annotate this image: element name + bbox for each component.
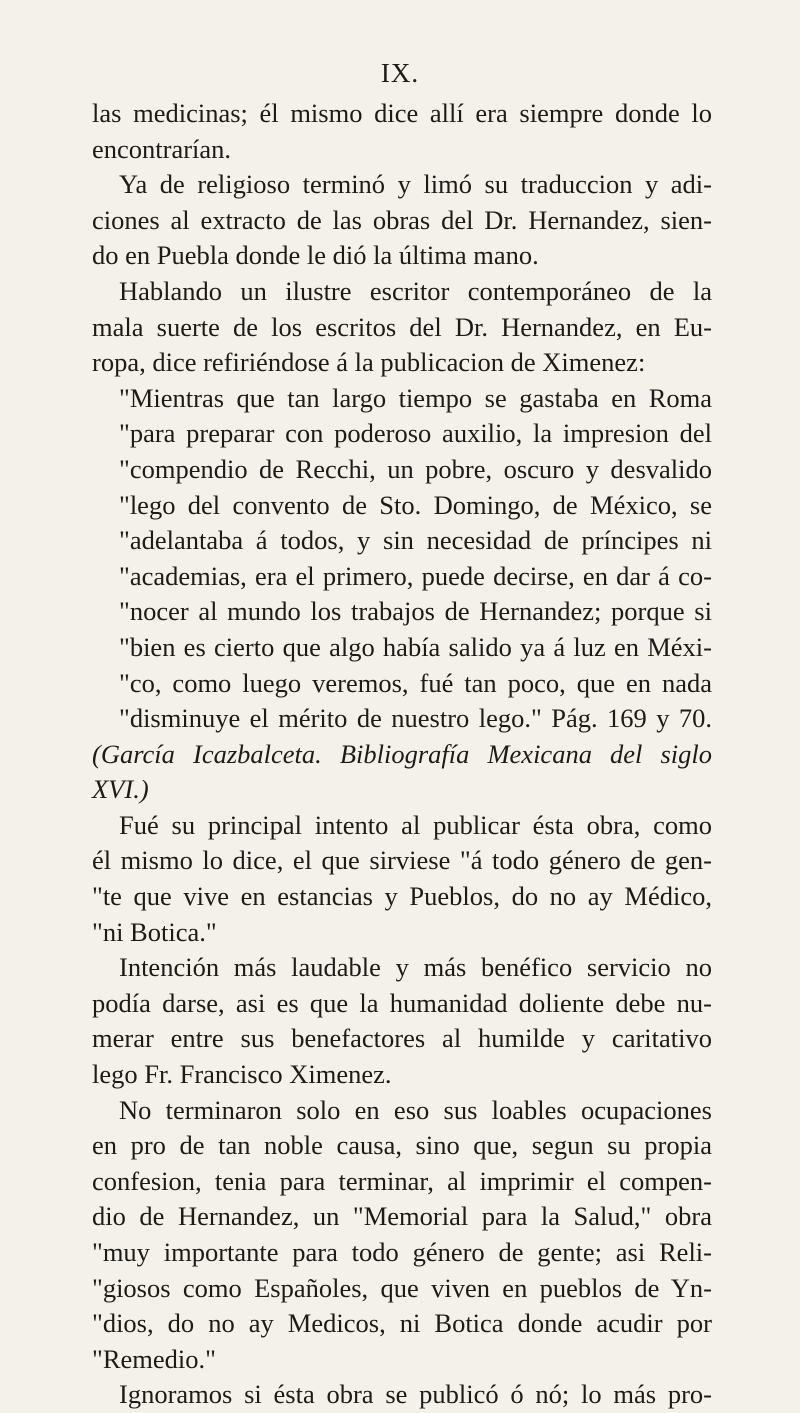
text-line: "giosos como Españoles, que viven en pueblos de Yn- [92,1272,712,1303]
text-line: Fué su principal intento al publicar ésta obra, como [119,809,712,840]
text-line: merar entre sus benefactores al humilde y caritativo [92,1023,712,1054]
body-text [92,96,712,1413]
text-line: las medicinas; él mismo dice allí era siempre donde lo [92,98,712,128]
text-line: "Remedio." [92,1343,216,1374]
page-number: IX. [380,58,420,88]
text-line: confesion, tenia para terminar, al imprimir el compen- [92,1165,712,1196]
text-line: "para preparar con poderoso auxilio, la impresion del [119,418,712,449]
text-line: dio de Hernandez, un "Memorial para la Salud," obra [92,1201,712,1232]
text-line: "dios, do no ay Medicos, ni Botica donde acudir por [92,1308,712,1339]
text-line: "ni Botica." [92,916,217,947]
text-line: No terminaron solo en eso sus loables ocupaciones [119,1094,712,1125]
text-line: "muy importante para todo género de gente; asi Reli- [92,1237,712,1267]
text-line: ciones al extracto de las obras del Dr. Hernandez, sien- [92,204,712,235]
text-line: Hablando un ilustre escritor contemporáneo de la [119,275,712,306]
text-line: "adelantaba á todos, y sin necesidad de príncipes ni [119,525,712,556]
text-line: XVI.) [92,774,149,805]
text-line: "disminuye el mérito de nuestro lego." Pág. 169 y 70. [119,703,712,734]
text-line: Ignoramos si ésta obra se publicó ó nó; lo más pro- [119,1379,712,1410]
text-line: Ya de religioso terminó y limó su traduccion y adi- [119,169,712,200]
text-line: ropa, dice refiriéndose á la publicacion de Ximenez: [92,347,646,378]
text-line: "bien es cierto que algo había salido ya á luz en Méxi- [119,631,712,662]
text-line: "Mientras que tan largo tiempo se gastaba en Roma [119,382,712,413]
text-line: lego Fr. Francisco Ximenez. [92,1059,392,1090]
text-line: "academias, era el primero, puede decirse, en dar á co- [119,560,712,591]
text-line: mala suerte de los escritos del Dr. Hernandez, en Eu- [92,311,712,342]
text-line: encontrarían. [92,133,232,164]
text-line: Intención más laudable y más benéfico servicio no [119,952,712,983]
text-line: "compendio de Recchi, un pobre, oscuro y desvalido [119,453,712,484]
text-line: "nocer al mundo los trabajos de Hernandez; porque si [119,596,712,627]
text-line: en pro de tan noble causa, sino que, segun su propia [92,1130,712,1161]
text-line: "lego del convento de Sto. Domingo, de México, se [119,489,712,520]
text-line: "co, como luego veremos, fué tan poco, que en nada [119,667,712,698]
text-line: él mismo lo dice, el que sirviese "á todo género de gen- [92,845,712,876]
text-line: "te que vive en estancias y Pueblos, do no ay Médico, [92,881,712,912]
text-line: (García Icazbalceta. Bibliografía Mexicana del siglo [92,738,712,769]
text-line: podía darse, asi es que la humanidad doliente debe nu- [92,987,712,1018]
text-line: do en Puebla donde le dió la última mano. [92,240,539,271]
